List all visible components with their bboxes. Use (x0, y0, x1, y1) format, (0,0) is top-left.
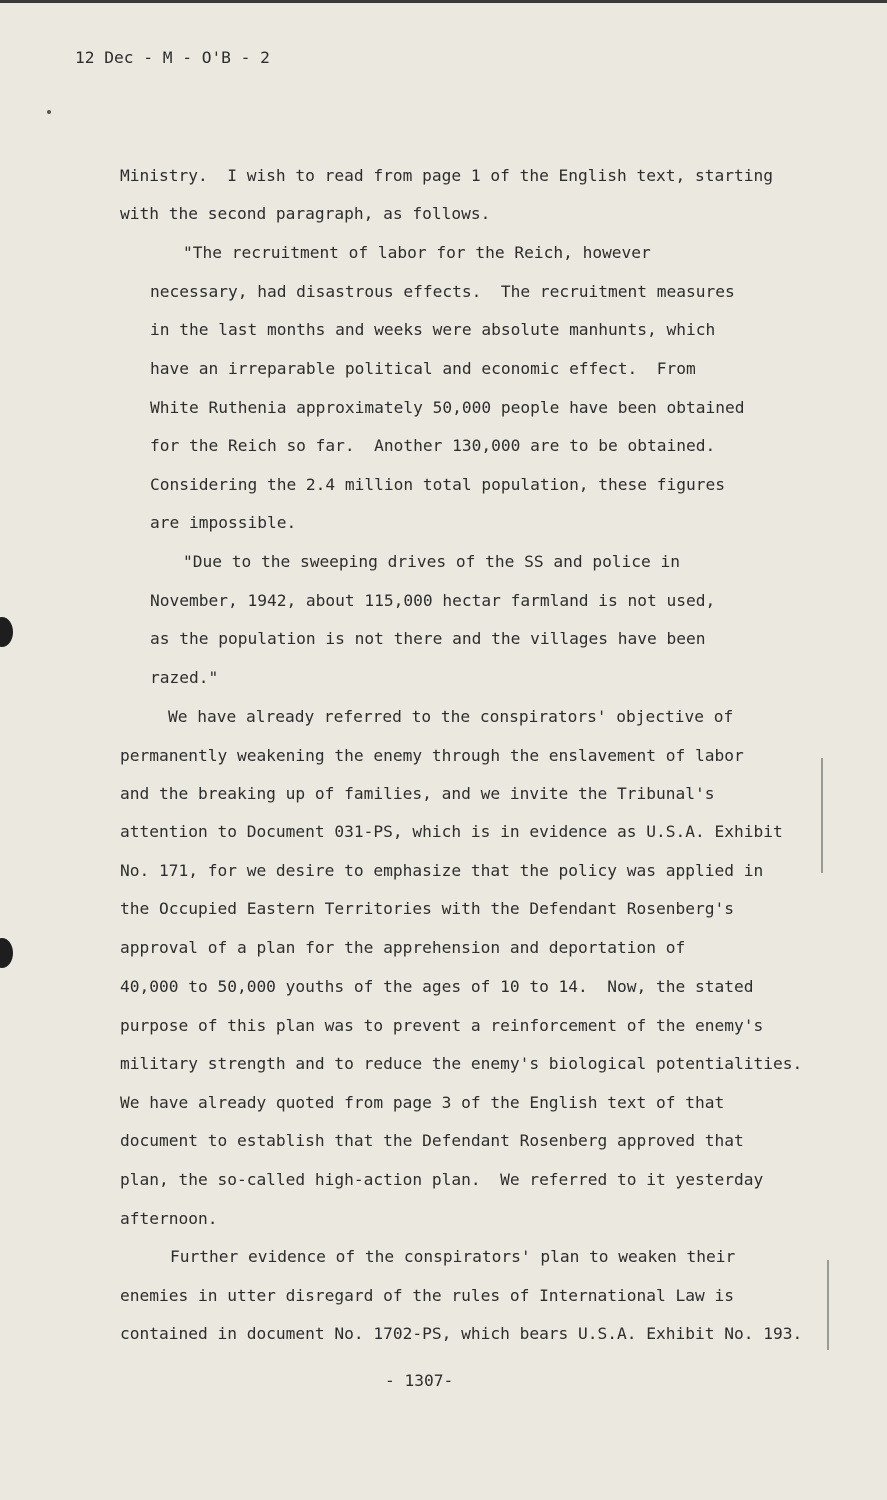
text-line: the Occupied Eastern Territories with the Defendant Rosenberg's (120, 899, 734, 918)
quote-line: razed." (150, 668, 219, 687)
text-line: contained in document No. 1702-PS, which bears U.S.A. Exhibit No. 193. (120, 1324, 803, 1343)
quote-line: "Due to the sweeping drives of the SS and police in (183, 552, 681, 571)
quote-line: necessary, had disastrous effects. The recruitment measures (150, 282, 735, 301)
text-line: with the second paragraph, as follows. (120, 204, 491, 223)
quote-line: Considering the 2.4 million total population, these figures (150, 475, 725, 494)
text-line: approval of a plan for the apprehension and deportation of (120, 938, 686, 957)
page-number: - 1307- (385, 1371, 454, 1390)
quote-line: as the population is not there and the villages have been (150, 629, 706, 648)
quote-line: White Ruthenia approximately 50,000 people have been obtained (150, 398, 745, 417)
top-edge (0, 0, 887, 3)
text-line: permanently weakening the enemy through the enslavement of labor (120, 746, 744, 765)
text-line: and the breaking up of families, and we invite the Tribunal's (120, 784, 715, 803)
text-line: Further evidence of the conspirators' plan to weaken their (170, 1247, 736, 1266)
text-line: military strength and to reduce the enemy's biological potentialities. (120, 1054, 803, 1073)
margin-mark (827, 1260, 829, 1350)
punch-hole (0, 938, 13, 968)
page-header: 12 Dec - M - O'B - 2 (75, 48, 270, 67)
text-line: We have already quoted from page 3 of the English text of that (120, 1093, 725, 1112)
quote-line: have an irreparable political and economic effect. From (150, 359, 696, 378)
punch-hole (0, 617, 13, 647)
text-line: 40,000 to 50,000 youths of the ages of 10 to 14. Now, the stated (120, 977, 754, 996)
quote-line: are impossible. (150, 513, 297, 532)
text-line: document to establish that the Defendant Rosenberg approved that (120, 1131, 744, 1150)
text-line: afternoon. (120, 1209, 218, 1228)
text-line: enemies in utter disregard of the rules of International Law is (120, 1286, 734, 1305)
text-line: attention to Document 031-PS, which is in evidence as U.S.A. Exhibit (120, 822, 783, 841)
quote-line: "The recruitment of labor for the Reich, however (183, 243, 651, 262)
margin-mark (821, 758, 823, 873)
text-line: No. 171, for we desire to emphasize that the policy was applied in (120, 861, 764, 880)
ink-dot (47, 110, 51, 114)
quote-line: for the Reich so far. Another 130,000 are to be obtained. (150, 436, 716, 455)
text-line: Ministry. I wish to read from page 1 of the English text, starting (120, 166, 773, 185)
text-line: We have already referred to the conspirators' objective of (168, 707, 734, 726)
text-line: plan, the so-called high-action plan. We referred to it yesterday (120, 1170, 764, 1189)
quote-line: November, 1942, about 115,000 hectar farmland is not used, (150, 591, 716, 610)
quote-line: in the last months and weeks were absolute manhunts, which (150, 320, 716, 339)
text-line: purpose of this plan was to prevent a reinforcement of the enemy's (120, 1016, 764, 1035)
